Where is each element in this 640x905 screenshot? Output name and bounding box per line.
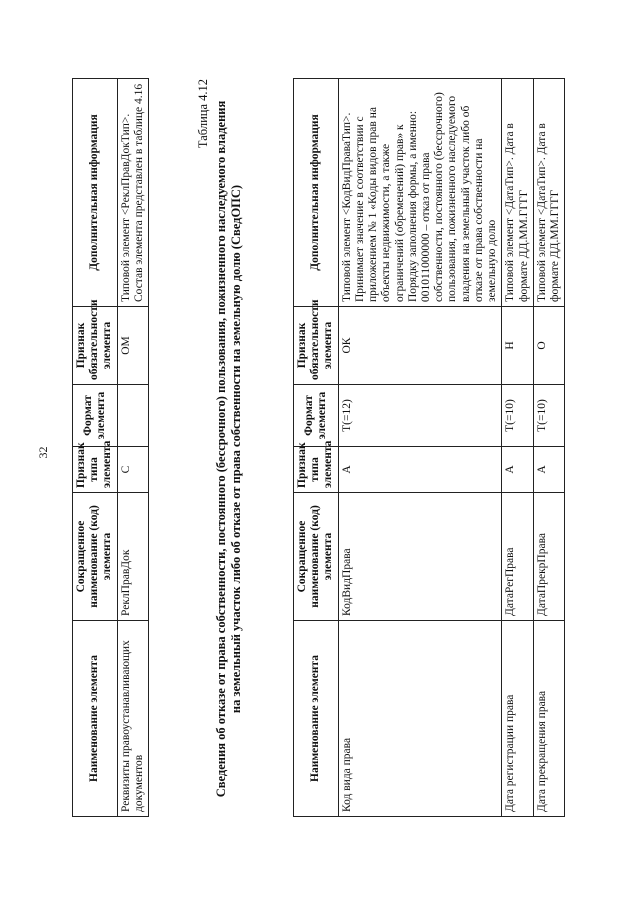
cell-additional-info: Типовой элемент <КодВидПраваТип>. Принимает значение в соответствии с приложением № 1 «Коды видов прав на объекты недвижимости, а также ограничений (обременений) прав» к Порядку заполнения формы, а именно: 001011000000 – отказ от права собственности, постоянного (бессрочного) пользования, пожизненного наследуемого владения на земельный участок либо об отказе от права собственности на земельную долю	[338, 79, 502, 307]
header-cell: Наименование элемента	[73, 621, 118, 817]
table-row	[338, 79, 502, 817]
header-cell: Наименование элемента	[294, 621, 339, 817]
cell-element-format: T(=12)	[338, 385, 502, 447]
cell-element-name: Дата регистрации права	[502, 621, 533, 817]
page-number: 32	[36, 446, 50, 459]
cell-element-required: ОМ	[117, 307, 148, 385]
cell-element-type: А	[502, 447, 533, 493]
header-cell: Сокращенное наименование (код) элемента	[294, 493, 339, 621]
cell-additional-info: Типовой элемент <ДатаТип>. Дата в формате ДД.ММ.ГГГГ	[533, 79, 564, 307]
cell-element-code: КодВидПрава	[338, 493, 502, 621]
table-caption: Сведения об отказе от права собственности, постоянного (бессрочного) пользования, пожизненного наследуемого владения на земельный участок либо об отказе от права собственности на земельную долю (СведОПС)	[214, 100, 243, 798]
header-cell: Признак типа элемента	[73, 447, 118, 493]
header-cell: Формат элемента	[73, 385, 118, 447]
cell-element-required: Н	[502, 307, 533, 385]
cell-element-required: ОК	[338, 307, 502, 385]
header-cell: Признак типа элемента	[294, 447, 339, 493]
header-cell: Сокращенное наименование (код) элемента	[73, 493, 118, 621]
cell-element-type: А	[338, 447, 502, 493]
cell-additional-info: Типовой элемент <РеклПравДокТип>. Состав элемента представлен в таблице 4.16	[117, 79, 148, 307]
cell-element-name: Дата прекращения права	[533, 621, 564, 817]
cell-element-code: ДатаПрекрПрава	[533, 493, 564, 621]
header-cell: Признак обязательности элемента	[73, 307, 118, 385]
cell-element-code: ДатаРегПрава	[502, 493, 533, 621]
table-number-label: Таблица 4.12	[196, 79, 210, 149]
refusal-info-table	[293, 78, 565, 817]
header-cell: Формат элемента	[294, 385, 339, 447]
table-row	[533, 79, 564, 817]
cell-additional-info: Типовой элемент <ДатаТип>. Дата в формате ДД.ММ.ГГГГ	[502, 79, 533, 307]
header-cell: Дополнительная информация	[294, 79, 339, 307]
cell-element-format: T(=10)	[533, 385, 564, 447]
table-header-row	[294, 79, 339, 817]
cell-element-format	[117, 385, 148, 447]
cell-element-format: T(=10)	[502, 385, 533, 447]
table-header-row	[73, 79, 118, 817]
cell-element-name: Реквизиты правоустанавливающих документов	[117, 621, 148, 817]
table-row	[117, 79, 148, 817]
table-row	[502, 79, 533, 817]
cell-element-type: С	[117, 447, 148, 493]
requisites-table	[72, 78, 149, 817]
header-cell: Признак обязательности элемента	[294, 307, 339, 385]
header-cell: Дополнительная информация	[73, 79, 118, 307]
cell-element-required: О	[533, 307, 564, 385]
cell-element-name: Код вида права	[338, 621, 502, 817]
cell-element-code: РеклПравДок	[117, 493, 148, 621]
cell-element-type: А	[533, 447, 564, 493]
